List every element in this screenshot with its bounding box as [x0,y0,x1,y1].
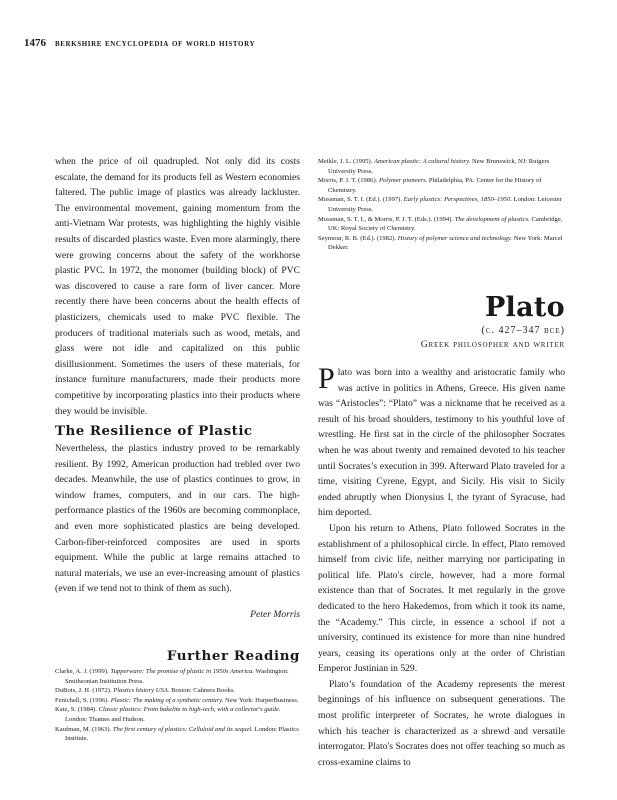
reference-item: Kaufman, M. (1963). The first century of plastics: Celluloid and its sequel. London: Plastics Institute. [55,725,299,743]
left-column [55,154,300,744]
article-paragraph-3: Plato’s foundation of the Academy represents the merest beginnings of his influence on subsequent generations. The most prolific interpreter of Socrates, he wrote dialogues in which his teacher is characterized as a shrewd and versatile interrogator. Plato's Socrates does not offer teaching so much as cross-examine claims to [318,678,565,768]
article-body [318,362,565,770]
section-paragraph: Nevertheless, the plastics industry proved to be remarkably resilient. By 1992, American production had trebled over two decades. Meanwhile, the use of plastics continues to grow, in window frames, computers, and in our cars. The high-performance plastics of the 1960s are becoming commonplace, and even more sophisticated plastics are being developed. Carbon-fiber-reinforced composites are used in sports equipment. While the public at large remains attached to natural materials, we use an ever-increasing amount of plastics (even if we tend not to think of them as such). [55,443,300,595]
reference-item: Clarke, A. J. (1999). Tupperware: The promise of plastic in 1950s America. Washington: Smithsonian Institution Press. [55,668,289,685]
drop-cap: P [318,362,335,395]
reference-item: DuBois, J. H. (1972). Plastics history USA. Boston: Cahners Books. [55,687,236,695]
running-title: berkshire encyclopedia of world history [54,39,256,49]
page-number: 1476 [24,37,46,49]
further-reading-heading: Further Reading [166,648,300,665]
reference-item: Katz, S. (1984). Classic plastics: From bakelite to high-tech, with a collector's guide. London: Thames and Hudson. [55,706,281,723]
article-dates: (c. 427–347 bce) [481,325,565,336]
reference-list-right [318,157,565,253]
reference-item: Mossman, S. T. I. (Ed.). (1997). Early plastics: Perspectives, 1850–1950. London: Leicester University Press. [318,196,562,213]
reference-item: Meikle, J. L. (1995). American plastic: A cultural history. New Brunswick, NJ: Rutgers University Press. [318,158,550,175]
reference-item: Seymour, R. B. (Ed.). (1982). History of polymer science and technology. New York: Marcel Dekker. [318,234,563,252]
article-title: Plato [484,292,565,323]
running-head [24,37,255,49]
reference-item: Fenichell, S. (1996). Plastic: The making of a synthetic century. New York: HarperBusiness. [55,696,299,704]
reference-item: Morris, P. J. T. (1986). Polymer pioneers. Philadelphia, PA: Center for the History of Chemistry. [318,177,542,194]
article-role: Greek philosopher and writer [420,339,565,350]
article-paragraph-1: Plato was born into a wealthy and aristocratic family who was active in politics in Athens, Greece. His given name was “Aristocles”: “Plato” was a nickname that he received as a result of his broad shoulders, testimony to his youthful love of wrestling. He first sat in the circle of the philosopher Socrates when he was about twenty and remained devoted to his teacher until Socrates’s execution in 399. Afterward Plato traveled for a time, visiting Cyrene, Egypt, and Sicily. His visit to Sicily ended abruptly when Dionysius I, the tyrant of Syracuse, had him deported. [318,362,565,519]
author-signature: Peter Morris [250,609,300,621]
article-paragraph-2: Upon his return to Athens, Plato followed Socrates in the establishment of a philosophical circle. In effect, Plato removed himself from civic life, neither marrying nor participating in political life. Plato's circle, however, had a more formal existence than that of Socrates. It met regularly in the grove dedicated to the hero Hakedemos, from which it took its name, the “Academy.” This circle, in essence a school if not a university, continued its existence for more than nine hundred years, ceasing its operations only at the order of Christian Emperor Justinian in 529. [318,522,565,675]
reference-list-left [55,667,300,744]
reference-item: Mossman, S. T. I., & Morris, P. J. T. (Eds.). (1994). The development of plastics. Cambridge, UK: Royal Society of Chemistry. [318,215,563,233]
section-heading: The Resilience of Plastic [55,423,253,440]
intro-paragraph: when the price of oil quadrupled. Not only did its costs escalate, the demand for its products fell as Western economies faltered. The public image of plastics was already lackluster. The environmental movement, gaining momentum from the anti-Vietnam War protests, was highlighting the highly visible results of discarded plastics waste. Even more alarmingly, there were growing concerns about the safety of the workhorse plastic PVC. In 1972, the monomer (building block) of PVC was discovered to cause a rare form of liver cancer. More recently there have been concerns about the health effects of plasticizers, chemicals used to make PVC flexible. The producers of traditional materials such as wood, metals, and glass were not idle and capitalized on this public disillusionment. Sometimes the users of these materials, for instance furniture manufacturers, made their products more competitive by incorporating plastics into their products where they would be invisible. [55,156,300,417]
